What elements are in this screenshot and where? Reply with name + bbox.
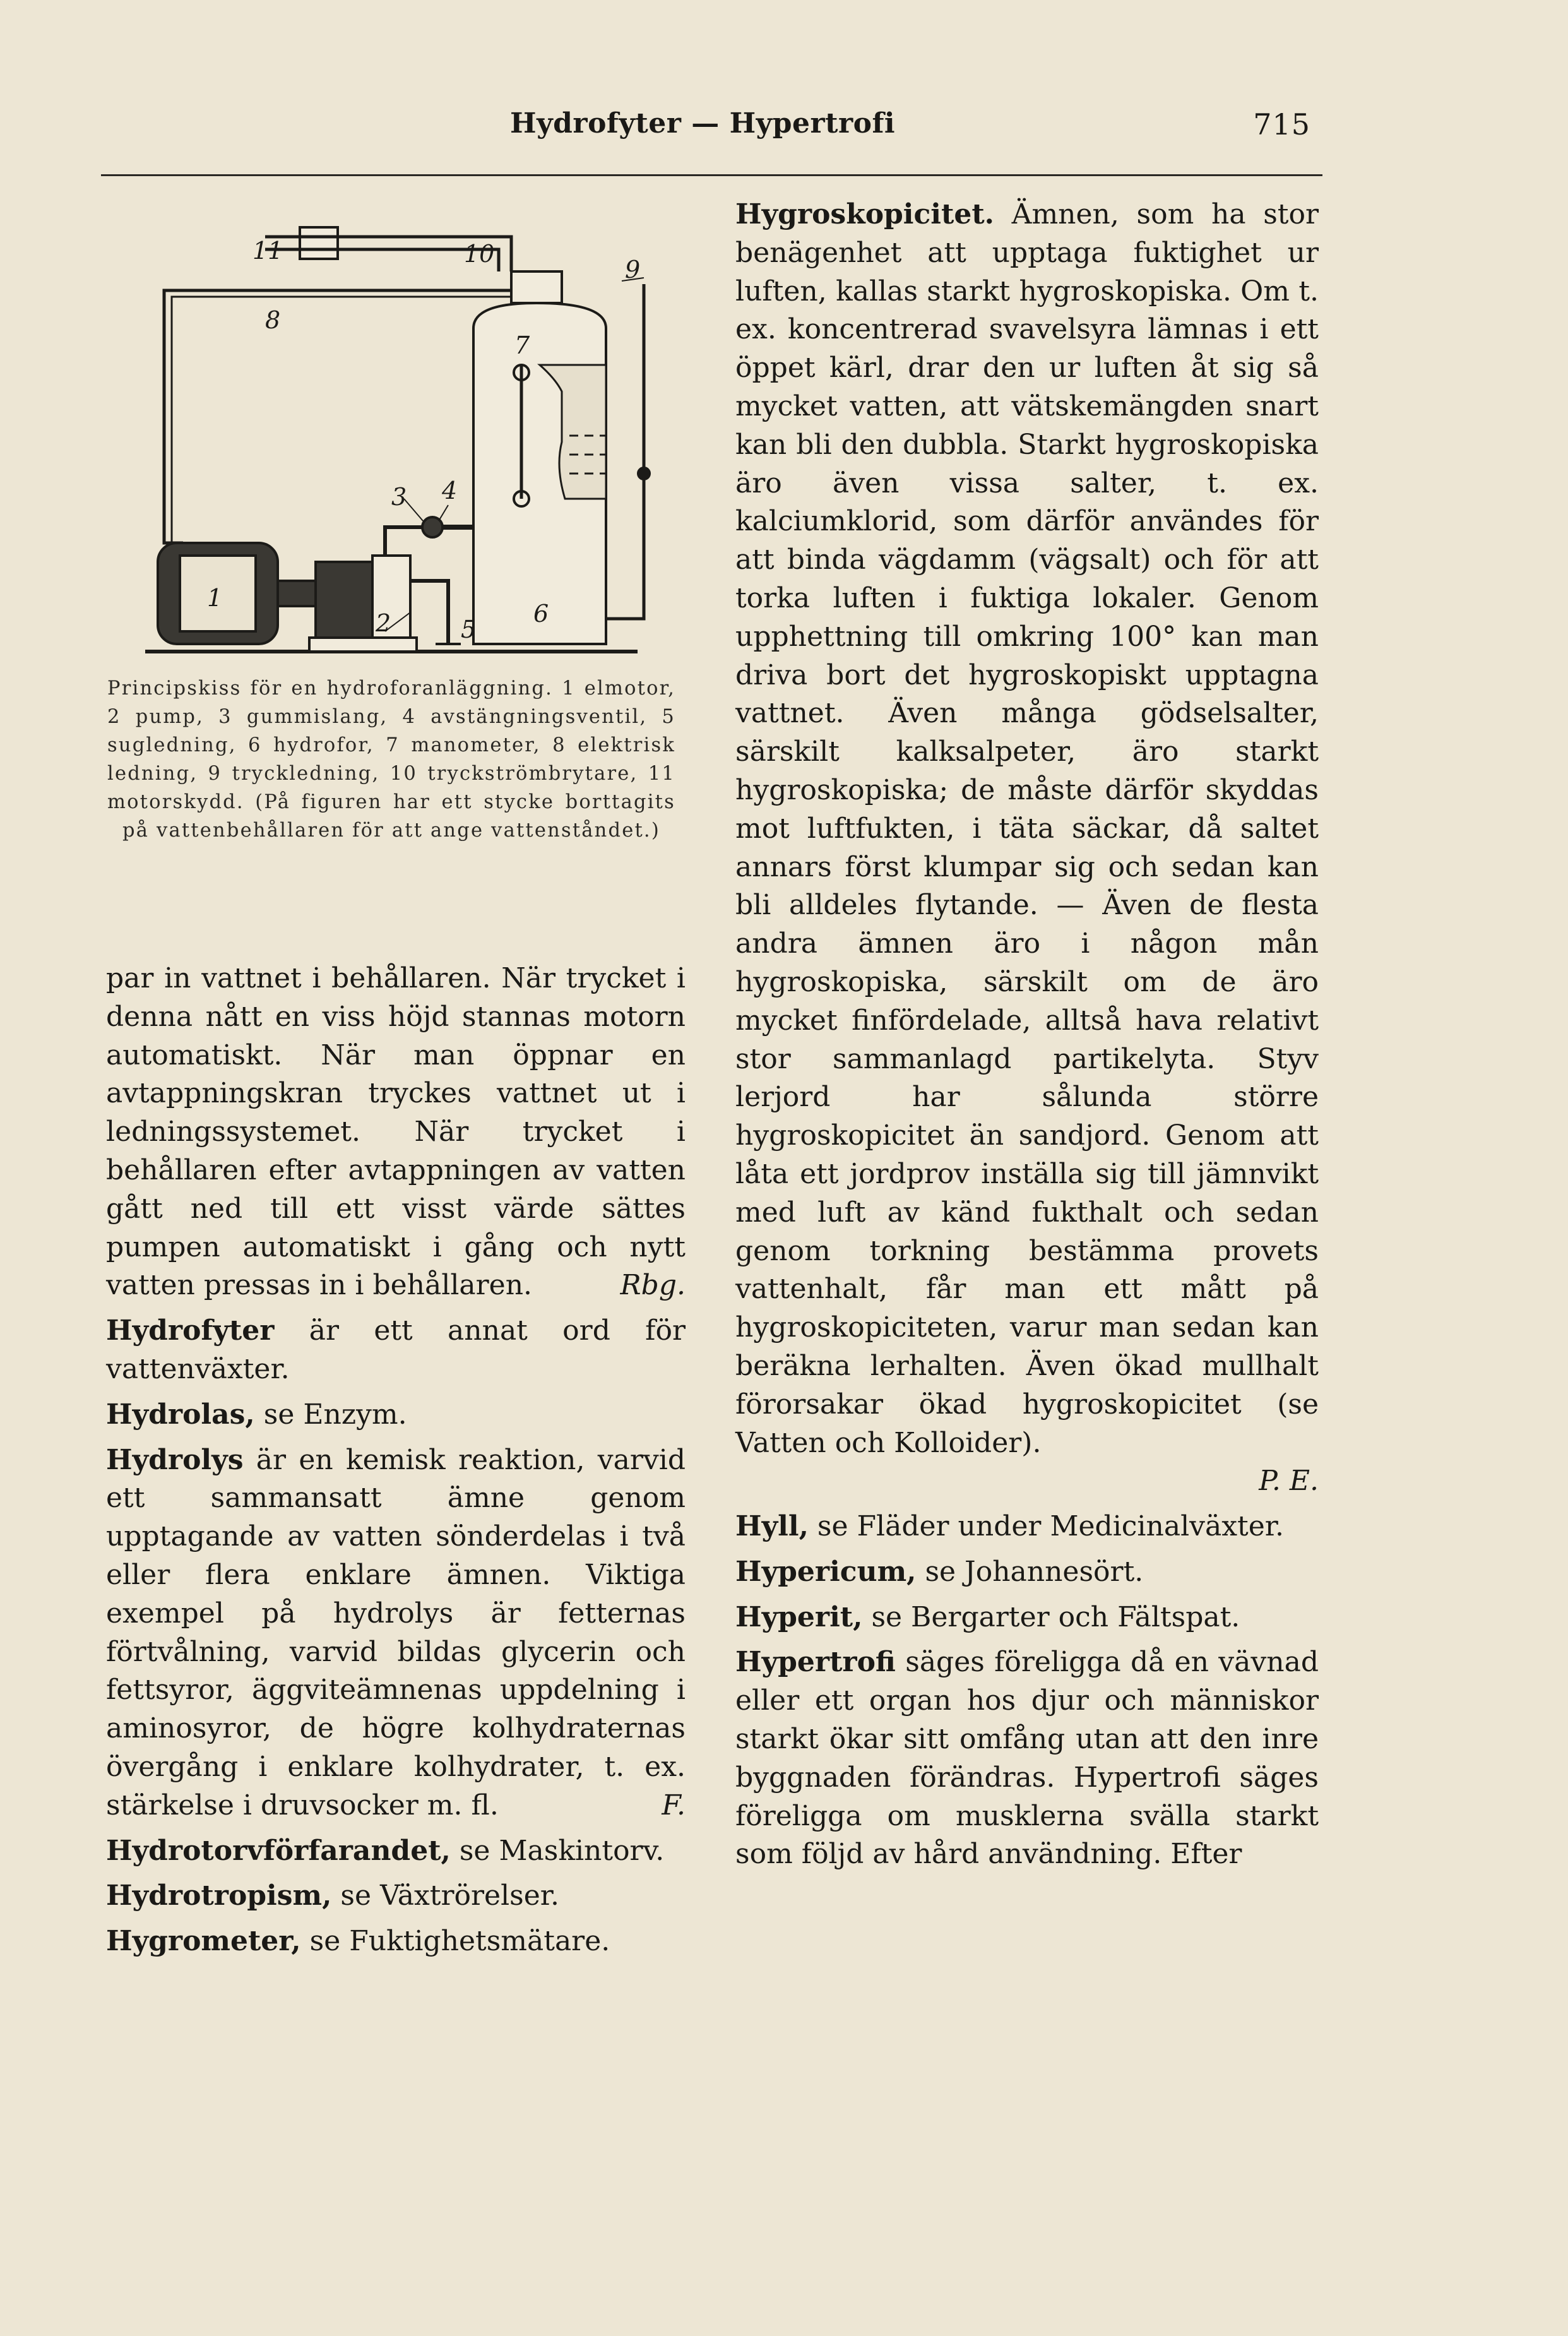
entry-head: Hygroskopicitet. (735, 198, 994, 230)
running-header (101, 107, 1319, 158)
entry-text: se Maskintorv. (459, 1834, 665, 1867)
entry-hygroskopicitet (735, 196, 1319, 1501)
entry-text: se Enzym. (263, 1398, 407, 1431)
continuation-paragraph (106, 960, 686, 1305)
entry-head: Hypericum, (735, 1555, 917, 1588)
figure-label-3: 3 (391, 483, 407, 511)
entry-hyll (735, 1508, 1319, 1546)
entry-head: Hydrotropism, (106, 1880, 332, 1912)
figure-label-11: 11 (252, 237, 283, 265)
figure-label-7: 7 (514, 331, 530, 359)
figure-label-5: 5 (461, 616, 477, 643)
entry-hydrotropism (106, 1877, 686, 1916)
entry-hydrolys (106, 1441, 686, 1825)
entry-hyperit (735, 1599, 1319, 1637)
author-signature: Rbg. (620, 1269, 686, 1302)
entry-text: se Växtrörelser. (340, 1880, 559, 1912)
entry-hypericum (735, 1553, 1319, 1592)
entry-head: Hypertrofi (735, 1646, 896, 1679)
entry-text: är en kemisk reaktion, varvid ett sammansatt ämne genom upptagande av vatten sönderdelas i två eller flera enklare ämnen. Viktiga exempel på hydrolys är fetternas förtvålning, varvid bildas glycerin och fettsyror, äggviteämnenas uppdelning i aminosyror, de högre kolhydraternas övergång i enklare kolhydrater, t. ex. stärkelse i druvsocker m. fl. (106, 1443, 686, 1821)
entry-hydrolas (106, 1396, 686, 1434)
entry-head: Hyll, (735, 1510, 809, 1543)
entry-hypertrofi (735, 1643, 1319, 1874)
entry-text: se Fläder under Medicinalväxter. (817, 1510, 1284, 1543)
right-column (735, 196, 1319, 1881)
continuation-text: par in vattnet i behållaren. När trycket i denna nått en viss höjd stannas motorn automatiskt. När man öppnar en avtappningskran tryckes vattnet ut i ledningssystemet. När trycket i behållaren efter avtappningen av vatten gått ned till ett visst värde sättes pumpen automatiskt i gång och nytt vatten pressas in i behållaren. (106, 962, 686, 1302)
entry-head: Hydrofyter (106, 1314, 275, 1347)
figure-label-1: 1 (207, 584, 223, 612)
header-title: Hydrofyter — Hypertrofi (510, 107, 896, 140)
entry-text: Ämnen, som ha stor benägenhet att upptaga fuktighet ur luften, kallas starkt hygroskopiska. Om t. ex. koncentrerad svavelsyra lämnas i ett öppet kärl, drar den ur luften åt sig så mycket vatten, att vätskemängden snart kan bli den dubbla. Starkt hygroskopiska äro även vissa salter, t. ex. kalciumklorid, som därför användes för att binda vägdamm (vägsalt) och för att torka luften i fuktiga lokaler. Genom upphettning till omkring 100° kan man driva bort det hygroskopiskt upptagna vattnet. Även många gödselsalter, särskilt kalksalpeter, äro starkt hygroskopiska; de måste därför skyddas mot luftfukten, i täta säckar, då saltet annars först klumpar sig och sedan kan bli alldeles flytande. — Även de flesta andra ämnen äro i någon mån hygroskopiska, särskilt om de äro mycket finfördelade, alltså hava relativt stor sammanlagd partikelyta. Styv lerjord har sålunda större hygroskopicitet än sandjord. Genom att låta ett jordprov inställa sig till jämnvikt med luft av känd fukthalt och sedan genom torkning bestämma provets vattenhalt, får man ett mått på hygroskopiciteten, varur man sedan kan beräkna lerhalten. Även ökad mullhalt förorsakar ökad hygroskopicitet (se Vatten och Kolloider). (735, 198, 1319, 1459)
entry-head: Hydrotorvförfarandet, (106, 1834, 451, 1867)
entry-hygrometer (106, 1922, 686, 1961)
entry-hydrofyter (106, 1312, 686, 1389)
header-rule (101, 174, 1322, 176)
figure-label-9: 9 (625, 256, 641, 283)
figure-caption: Principskiss för en hydroforanläggning. 1 elmotor, 2 pump, 3 gummislang, 4 avstängningsventil, 5 sugledning, 6 hydrofor, 7 manometer, 8 elektrisk ledning, 9 tryckledning, 10 tryckströmbrytare, 11 motorskydd. (På figuren har ett stycke borttagits på vattenbehållaren för att ange vattenståndet.) (107, 677, 675, 842)
entry-head: Hydrolas, (106, 1398, 255, 1431)
author-signature: P. E. (1259, 1465, 1319, 1498)
author-signature: F. (662, 1789, 686, 1821)
entry-text: se Johannesört. (925, 1555, 1144, 1588)
entry-head: Hyperit, (735, 1600, 863, 1633)
entry-hydrotorvforfarandet (106, 1832, 686, 1871)
entry-text: se Fuktighetsmätare. (309, 1925, 610, 1958)
entry-head: Hygrometer, (106, 1925, 301, 1958)
page-number: 715 (1253, 107, 1310, 141)
figure-label-2: 2 (376, 609, 391, 637)
entry-text: är ett annat ord för vattenväxter. (106, 1314, 686, 1385)
entry-head: Hydrolys (106, 1443, 244, 1476)
figure-label-10: 10 (464, 240, 495, 268)
figure-label-6: 6 (533, 600, 549, 628)
figure-label-8: 8 (265, 306, 281, 334)
figure-label-4: 4 (442, 477, 458, 504)
entry-text: säges föreligga då en vävnad eller ett organ hos djur och människor starkt ökar sitt omfång utan att den inre byggnaden förändras. Hypertrofi säges föreligga om musklerna svälla starkt som följd av hård användning. Efter (735, 1646, 1319, 1871)
hydrophore-diagram (120, 202, 663, 669)
left-column (106, 960, 686, 1968)
entry-text: se Bergarter och Fältspat. (871, 1600, 1240, 1633)
